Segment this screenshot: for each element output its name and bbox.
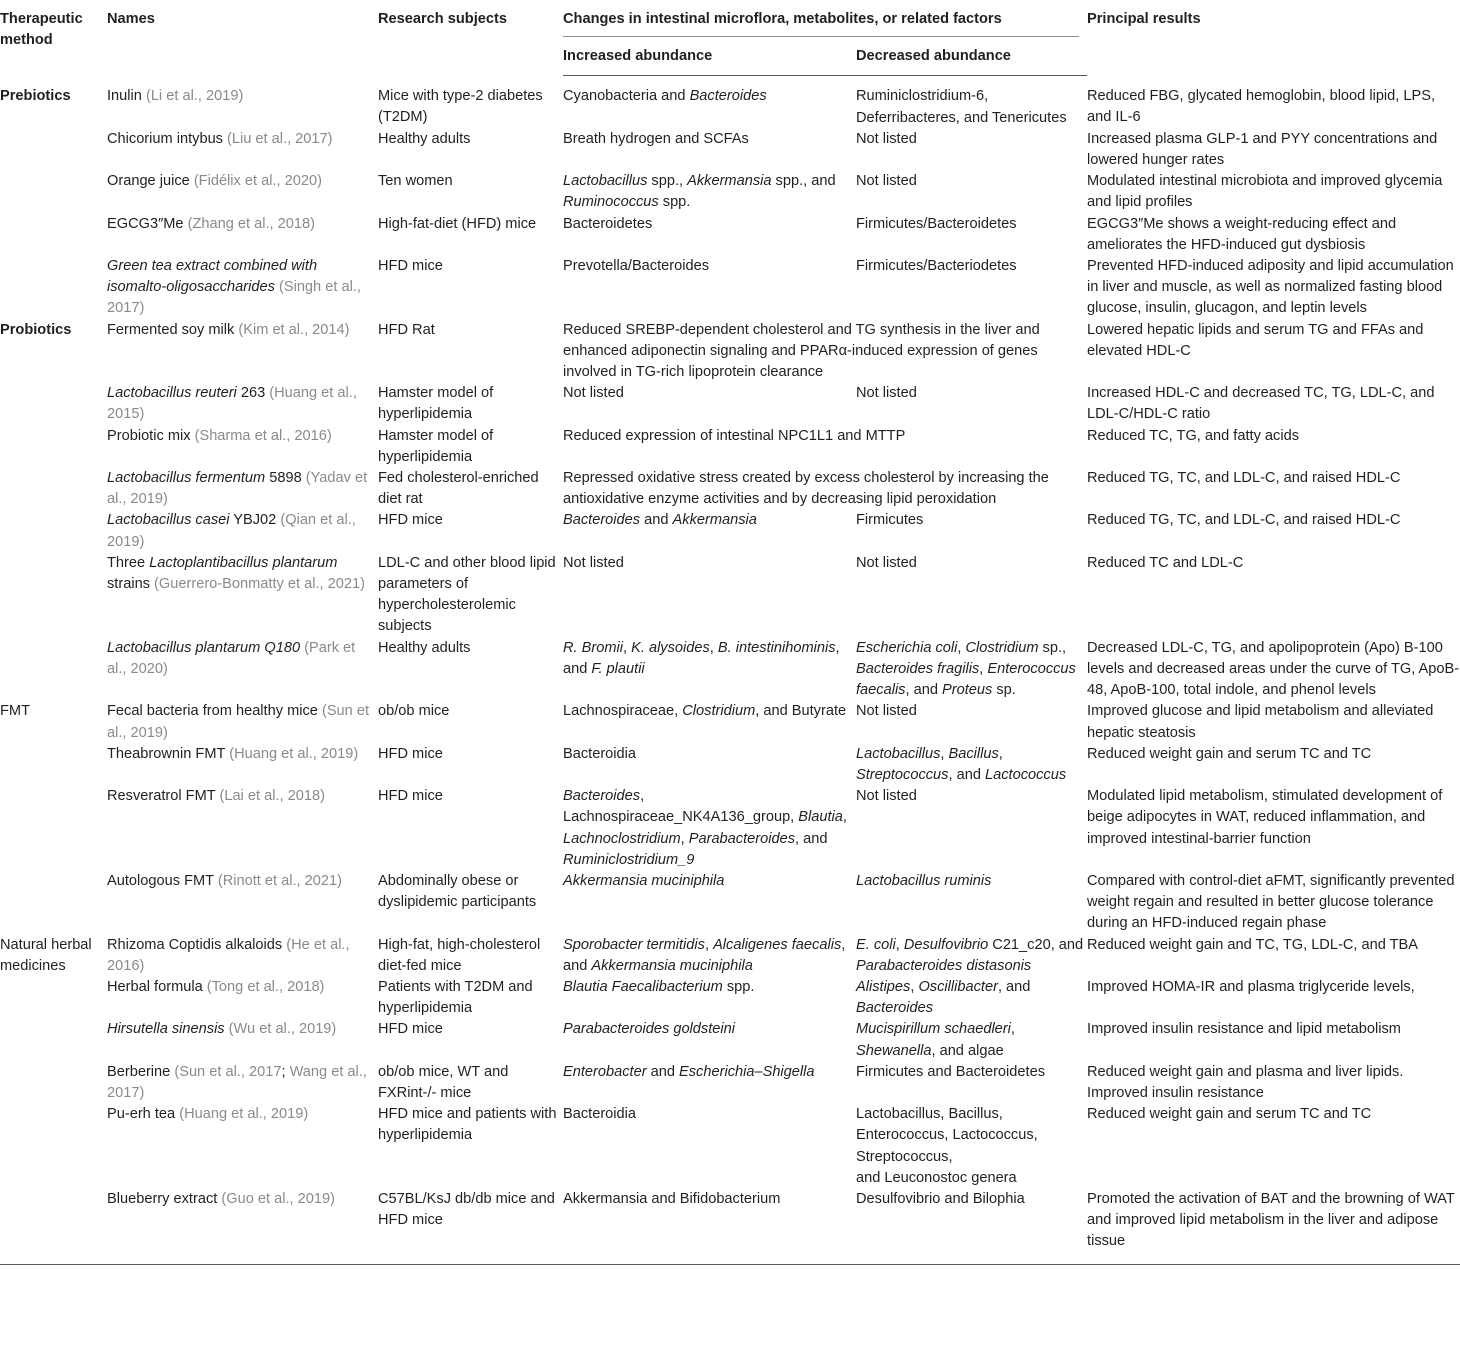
group-empty — [0, 256, 107, 320]
increased-text: and — [646, 1063, 680, 1080]
name: Rhizoma Coptidis alkaloids — [107, 936, 283, 953]
citation-link[interactable]: (Li et al., 2019) — [145, 87, 244, 104]
group-empty — [0, 553, 107, 638]
result-cell: Reduced TG, TC, and LDL-C, and raised HDL-C — [1087, 512, 1401, 529]
increased-cell: Bacteroidia — [563, 1106, 637, 1123]
result-cell: Reduced FBG, glycated hemoglobin, blood lipid, LPS, and IL-6 — [1087, 87, 1436, 126]
group-empty — [0, 871, 107, 935]
name: Lactoplantibacillus plantarum — [149, 554, 338, 571]
table-body — [0, 76, 1460, 1264]
increased-cell — [563, 638, 856, 702]
citation-link[interactable]: (Sun et al., 2019) — [107, 703, 370, 741]
result-cell: Increased HDL-C and decreased TC, TG, LDL-C, and LDL-C/HDL-C ratio — [1087, 385, 1435, 423]
decreased-taxon: E. coli — [856, 936, 896, 953]
decreased-text: , — [998, 745, 1003, 762]
increased-taxon: Akkermansia muciniphila — [591, 957, 753, 974]
name: Herbal formula — [107, 978, 203, 995]
decreased-cell — [856, 977, 1087, 1019]
citation-link[interactable]: (Liu et al., 2017) — [227, 130, 333, 147]
increased-text: , — [842, 809, 847, 826]
subject-cell: C57BL/KsJ db/db mice and HFD mice — [378, 1189, 563, 1264]
increased-text: spp., — [647, 173, 688, 190]
decreased-cell — [856, 935, 1087, 977]
increased-taxon: K. alysoides — [631, 639, 710, 656]
table-row — [0, 510, 1460, 552]
subject-cell: HFD mice and patients with hyperlipidemia — [378, 1106, 557, 1144]
name: Lactobacillus plantarum Q180 — [107, 639, 301, 656]
header-names: Names — [107, 11, 155, 27]
subject-cell: Hamster model of hyperlipidemia — [378, 427, 494, 465]
decreased-text: , — [1010, 1021, 1015, 1038]
citation-link[interactable]: (Kim et al., 2014) — [238, 321, 350, 338]
name-cell — [107, 1019, 378, 1061]
citation-link[interactable]: (Huang et al., 2019) — [179, 1106, 309, 1123]
name-cell — [107, 935, 378, 977]
increased-taxon: Ruminiclostridium_9 — [563, 851, 695, 868]
increased-taxon: Blautia Faecalibacterium — [563, 978, 723, 995]
decreased-cell: Firmicutes/Bacteroidetes — [856, 215, 1017, 232]
result-cell: Reduced weight gain and serum TC and TC — [1087, 745, 1372, 762]
group-probiotics: Probiotics — [0, 321, 72, 338]
increased-taxon: B. intestinihominis — [717, 639, 836, 656]
table-row — [0, 977, 1460, 1019]
citation-link[interactable]: (Zhang et al., 2018) — [187, 215, 315, 232]
increased-taxon: Alcaligenes faecalis — [713, 936, 842, 953]
table-row — [0, 171, 1460, 213]
name-cell — [107, 1189, 378, 1264]
increased-cell — [563, 1062, 856, 1104]
name: Theabrownin FMT — [107, 745, 226, 762]
decreased-text: , and algae — [931, 1042, 1004, 1059]
result-cell: Reduced TG, TC, and LDL-C, and raised HDL-C — [1087, 470, 1401, 487]
increased-cell: Akkermansia and Bifidobacterium — [563, 1189, 856, 1264]
table-row — [0, 129, 1460, 171]
increased-taxon: Akkermansia — [687, 173, 772, 190]
name: Lactobacillus reuteri — [107, 385, 237, 402]
subject-cell: LDL-C and other blood lipid parameters of hypercholesterolemic subjects — [378, 554, 556, 635]
name-cell — [107, 76, 378, 129]
decreased-cell: Ruminiclostridium-6, Deferribacteres, and Tenericutes — [856, 88, 1067, 126]
result-cell: Lowered hepatic lipids and serum TG and FFAs and elevated HDL-C — [1087, 321, 1424, 359]
group-empty — [0, 468, 107, 510]
increased-taxon: Lactobacillus — [563, 173, 648, 190]
subject-cell: Hamster model of hyperlipidemia — [378, 385, 494, 423]
increased-taxon: Escherichia–Shigella — [679, 1063, 815, 1080]
citation-link[interactable]: (Huang et al., 2015) — [107, 385, 357, 423]
subject-cell: HFD mice — [378, 512, 443, 529]
result-cell: Improved HOMA-IR and plasma triglyceride levels, — [1087, 978, 1415, 995]
increased-text: and — [640, 512, 673, 529]
increased-text: spp. — [722, 978, 755, 995]
citation-link[interactable]: (Fidélix et al., 2020) — [193, 173, 322, 190]
decreased-taxon: Shewanella — [856, 1042, 932, 1059]
increased-taxon: Bacteroides — [563, 788, 641, 805]
group-empty — [0, 171, 107, 213]
result-cell: Reduced TC and LDL-C — [1087, 554, 1244, 571]
name: Fermented soy milk — [107, 321, 235, 338]
decreased-taxon: Bacteroides fragilis — [856, 660, 980, 677]
header-decreased: Decreased abundance — [856, 44, 1087, 76]
citation-link[interactable]: (He et al., 2016) — [107, 936, 350, 974]
increased-text: , — [704, 936, 714, 953]
group-empty — [0, 744, 107, 786]
header-therapeutic-method: Therapeutic method — [0, 11, 83, 49]
header-principal-results: Principal results — [1087, 11, 1201, 27]
name-cell — [107, 383, 378, 425]
decreased-text: , — [957, 639, 966, 656]
table-row — [0, 1189, 1460, 1264]
increased-taxon: Blautia — [798, 809, 843, 826]
increased-cell — [563, 171, 856, 213]
decreased-cell: Not listed — [856, 703, 917, 720]
decreased-taxon: Bacteroides — [856, 1000, 934, 1017]
result-cell: Decreased LDL-C, TG, and apolipoprotein (Apo) B-100 levels and decreased areas under the curve of TG, ApoB-48, ApoB-100, total indole, and phenol levels — [1087, 639, 1460, 699]
decreased-cell: Not listed — [856, 788, 917, 805]
decreased-cell: Not listed — [856, 173, 917, 190]
group-empty — [0, 977, 107, 1019]
name: Lactobacillus casei — [107, 512, 230, 529]
decreased-text: , and — [948, 766, 985, 783]
increased-text: , and Butyrate — [755, 703, 847, 720]
name: Pu-erh tea — [107, 1106, 176, 1123]
name: Resveratrol FMT — [107, 788, 216, 805]
subject-cell: ob/ob mice — [378, 703, 450, 720]
increased-cell: Bacteroidia — [563, 745, 637, 762]
header-research-subjects: Research subjects — [378, 11, 507, 27]
name-cell — [107, 129, 378, 171]
name-cell — [107, 638, 378, 702]
increased-text: spp. — [658, 194, 691, 211]
citation-link[interactable]: (Guerrero-Bonmatty et al., 2021) — [154, 576, 365, 593]
table-row — [0, 468, 1460, 510]
decreased-taxon: Desulfovibrio — [903, 936, 989, 953]
result-cell: Reduced TC, TG, and fatty acids — [1087, 427, 1300, 444]
subject-cell: High-fat-diet (HFD) mice — [378, 215, 537, 232]
table-row — [0, 383, 1460, 425]
citation-link[interactable]: (Tong et al., 2018) — [206, 978, 325, 995]
header-changes — [563, 0, 1087, 44]
decreased-text: sp., — [1038, 639, 1067, 656]
subject-cell: Ten women — [378, 173, 453, 190]
increased-cell — [563, 786, 856, 871]
table-row — [0, 214, 1460, 256]
name-cell — [107, 1104, 378, 1189]
increased-cell — [563, 977, 856, 1019]
decreased-cell: Not listed — [856, 554, 917, 571]
citation-link[interactable]: (Park et al., 2020) — [107, 639, 356, 677]
group-empty — [0, 638, 107, 702]
subject-cell: HFD Rat — [378, 321, 435, 338]
increased-taxon: F. plautii — [591, 660, 645, 677]
increased-text: spp., and — [771, 173, 836, 190]
increased-text: , and — [563, 639, 840, 677]
name: Inulin — [107, 87, 142, 104]
subject-cell: HFD mice — [378, 745, 443, 762]
subject-cell: HFD mice — [378, 258, 443, 275]
citation-link[interactable]: Wang et al., 2017) — [107, 1063, 367, 1101]
name: EGCG3″Me — [107, 215, 184, 232]
decreased-taxon: Streptococcus — [856, 766, 949, 783]
increased-taxon: Clostridium — [682, 703, 756, 720]
table-row — [0, 744, 1460, 786]
name: Hirsutella sinensis — [107, 1021, 225, 1038]
name: Probiotic mix — [107, 427, 191, 444]
table-row — [0, 1062, 1460, 1104]
table-row — [0, 1019, 1460, 1061]
increased-text: , — [623, 639, 632, 656]
name-cell — [107, 426, 378, 468]
merged-change-cell: Reduced expression of intestinal NPC1L1 and MTTP — [563, 427, 906, 444]
name: Lactobacillus fermentum — [107, 470, 266, 487]
name-suffix: strains — [107, 576, 150, 593]
decreased-cell — [856, 638, 1087, 702]
name-prefix: Three — [107, 554, 150, 571]
decreased-text: C21_c20, and — [988, 936, 1084, 953]
increased-cell — [563, 701, 856, 743]
name-suffix: 5898 — [265, 470, 302, 487]
name: Green tea extract combined with isomalto-oligosaccharides — [107, 258, 318, 296]
name-cell — [107, 320, 378, 384]
result-cell: Improved insulin resistance and lipid metabolism — [1087, 1021, 1401, 1038]
name: Fecal bacteria from healthy mice — [107, 703, 318, 720]
subject-cell: HFD mice — [378, 788, 443, 805]
decreased-text: , and — [905, 682, 942, 699]
table-row — [0, 638, 1460, 702]
subject-cell: Abdominally obese or dyslipidemic participants — [378, 872, 537, 911]
subject-cell: Healthy adults — [378, 130, 471, 147]
name-cell — [107, 256, 378, 320]
citation-link[interactable]: (Yadav et al., 2019) — [107, 470, 368, 508]
increased-text: , — [709, 639, 718, 656]
result-cell: Reduced weight gain and plasma and liver lipids. Improved insulin resistance — [1087, 1063, 1404, 1101]
increased-cell: Akkermansia muciniphila — [563, 872, 725, 889]
header-increased: Increased abundance — [563, 44, 856, 76]
increased-taxon: Parabacteroides — [688, 830, 796, 847]
citation-link[interactable]: (Wu et al., 2019) — [228, 1021, 337, 1038]
table-row — [0, 76, 1460, 129]
decreased-text: , — [910, 978, 919, 995]
decreased-taxon: Lactococcus — [985, 766, 1067, 783]
decreased-cell: Not listed — [856, 130, 917, 147]
group-fmt: FMT — [0, 703, 30, 720]
name: Chicorium intybus — [107, 130, 223, 147]
result-cell: Improved glucose and lipid metabolism and alleviated hepatic steatosis — [1087, 703, 1434, 741]
group-empty — [0, 129, 107, 171]
increased-cell: Not listed — [563, 385, 624, 402]
subject-cell: Fed cholesterol-enriched diet rat — [378, 470, 539, 508]
name-suffix: YBJ02 — [229, 512, 277, 529]
increased-taxon: Bacteroides — [689, 88, 767, 105]
increased-taxon: Ruminococcus — [563, 194, 659, 211]
decreased-cell — [856, 1104, 1087, 1189]
merged-change-cell: Reduced SREBP-dependent cholesterol and TG synthesis in the liver and enhanced adiponectin signaling and PPARα-induced expression of genes involved in TG-rich lipoprotein clearance — [563, 321, 1040, 381]
name: Blueberry extract — [107, 1190, 218, 1207]
result-cell: Promoted the activation of BAT and the browning of WAT and improved lipid metabolism in the liver and adipose tissue — [1087, 1189, 1460, 1264]
name-cell — [107, 1062, 378, 1104]
increased-cell — [563, 935, 856, 977]
increased-text: , — [680, 830, 689, 847]
name-cell — [107, 214, 378, 256]
name-cell — [107, 468, 378, 510]
name-cell — [107, 510, 378, 552]
name-cell — [107, 744, 378, 786]
increased-cell: Prevotella/Bacteroides — [563, 258, 710, 275]
increased-cell: Bacteroidetes — [563, 215, 653, 232]
decreased-cell: Firmicutes and Bacteroidetes — [856, 1063, 1045, 1080]
increased-cell — [563, 76, 856, 129]
table-row — [0, 553, 1460, 638]
table-row — [0, 786, 1460, 871]
increased-text: Cyanobacteria and — [563, 88, 690, 105]
result-cell: Modulated intestinal microbiota and improved glycemia and lipid profiles — [1087, 173, 1443, 211]
group-empty — [0, 786, 107, 871]
group-empty — [0, 1104, 107, 1189]
increased-cell: Breath hydrogen and SCFAs — [563, 130, 749, 147]
result-cell: Prevented HFD-induced adiposity and lipid accumulation in liver and muscle, as well as normalized fasting blood glucose, insulin, glucagon, and leptin levels — [1087, 258, 1454, 317]
decreased-cell: Not listed — [856, 385, 917, 402]
table-row — [0, 871, 1460, 935]
result-cell: Reduced weight gain and serum TC and TC — [1087, 1106, 1372, 1123]
decreased-cell — [856, 1019, 1087, 1061]
decreased-cell: Firmicutes/Bacteriodetes — [856, 258, 1017, 275]
name: Berberine — [107, 1063, 171, 1080]
increased-cell: Not listed — [563, 554, 624, 571]
citation-link[interactable]: (Sun et al., 2017 — [174, 1063, 282, 1080]
increased-cell: Parabacteroides goldsteini — [563, 1021, 735, 1038]
decreased-taxon: Proteus — [942, 682, 993, 699]
decreased-cell: Firmicutes — [856, 512, 924, 529]
citation-link[interactable]: (Rinott et al., 2021) — [217, 872, 342, 889]
decreased-taxon: Parabacteroides distasonis — [856, 957, 1032, 974]
increased-cell — [563, 510, 856, 552]
decreased-text: and Leuconostoc genera — [856, 1169, 1017, 1186]
subject-cell: Patients with T2DM and hyperlipidemia — [378, 978, 533, 1017]
subject-cell: ob/ob mice, WT and FXRint-/- mice — [378, 1063, 509, 1101]
name-cell — [107, 553, 378, 638]
increased-taxon: Bacteroides — [563, 512, 641, 529]
citation-separator: ; — [281, 1063, 290, 1080]
name-suffix: 263 — [236, 385, 266, 402]
result-cell: EGCG3″Me shows a weight-reducing effect and ameliorates the HFD-induced gut dysbiosis — [1087, 215, 1397, 253]
group-empty — [0, 1189, 107, 1264]
table-row — [0, 935, 1460, 977]
decreased-text: , — [895, 936, 904, 953]
increased-taxon: Akkermansia — [672, 512, 757, 529]
decreased-cell — [856, 744, 1087, 786]
table-row — [0, 320, 1460, 384]
group-empty — [0, 1019, 107, 1061]
increased-taxon: Lachnoclostridium — [563, 830, 681, 847]
citation-link[interactable]: (Guo et al., 2019) — [221, 1190, 335, 1207]
subject-cell: Healthy adults — [378, 639, 471, 656]
decreased-cell: Lactobacillus ruminis — [856, 872, 992, 889]
result-cell: Modulated lipid metabolism, stimulated development of beige adipocytes in WAT, reduced inflammation, and improved intestinal-barrier function — [1087, 788, 1443, 847]
decreased-text: , and — [997, 978, 1031, 995]
name-cell — [107, 786, 378, 871]
citation-link[interactable]: (Lai et al., 2018) — [219, 788, 325, 805]
result-cell: Increased plasma GLP-1 and PYY concentrations and lowered hunger rates — [1087, 130, 1438, 169]
subject-cell: HFD mice — [378, 1021, 443, 1038]
group-empty — [0, 214, 107, 256]
decreased-taxon: Lactobacillus — [856, 745, 941, 762]
citation-link[interactable]: (Huang et al., 2019) — [229, 745, 359, 762]
group-empty — [0, 383, 107, 425]
decreased-taxon: Clostridium — [965, 639, 1039, 656]
decreased-taxon: Enterococcus faecalis — [856, 660, 1076, 699]
name-cell — [107, 977, 378, 1019]
increased-text: , and — [795, 830, 828, 847]
decreased-text: , — [940, 745, 949, 762]
merged-change-cell: Repressed oxidative stress created by excess cholesterol by increasing the antioxidative enzyme activities and by decreasing lipid peroxidation — [563, 470, 1049, 508]
group-empty — [0, 510, 107, 552]
table-row — [0, 1104, 1460, 1189]
table-row — [0, 701, 1460, 743]
result-cell: Reduced weight gain and TC, TG, LDL-C, and TBA — [1087, 936, 1418, 953]
subject-cell: Mice with type-2 diabetes (T2DM) — [378, 87, 543, 126]
citation-link[interactable]: (Qian et al., 2019) — [107, 512, 356, 550]
group-empty — [0, 1062, 107, 1104]
table-row — [0, 256, 1460, 320]
header-changes-label: Changes in intestinal microflora, metabolites, or related factors — [563, 9, 1079, 37]
decreased-taxon: Mucispirillum schaedleri — [856, 1021, 1011, 1038]
increased-taxon: R. Bromii — [563, 639, 623, 656]
decreased-text: sp. — [992, 682, 1016, 699]
decreased-cell: Desulfovibrio and Bilophia — [856, 1189, 1087, 1264]
citation-link[interactable]: (Sharma et al., 2016) — [194, 427, 332, 444]
name: Orange juice — [107, 173, 190, 190]
group-herbal: Natural herbal medicines — [0, 936, 92, 974]
decreased-taxon: Bacillus — [948, 745, 999, 762]
increased-taxon: Sporobacter termitidis — [563, 936, 705, 953]
decreased-text: Lactobacillus, Bacillus, Enterococcus, Lactococcus, Streptococcus, — [856, 1106, 1038, 1165]
increased-text: , and — [563, 936, 846, 974]
decreased-taxon: Alistipes — [856, 978, 911, 995]
subject-cell: High-fat, high-cholesterol diet-fed mice — [378, 936, 541, 974]
table-header — [0, 0, 1460, 76]
group-empty — [0, 426, 107, 468]
name: Autologous FMT — [107, 872, 214, 889]
increased-text: Lachnospiraceae, — [563, 703, 683, 720]
citation-link[interactable]: (Singh et al., 2017) — [107, 279, 361, 317]
result-cell: Compared with control-diet aFMT, significantly prevented weight regain and resulted in better glucose tolerance during an HFD-induced regain phase — [1087, 872, 1455, 932]
increased-text: , Lachnospiraceae_NK4A136_group, — [563, 788, 799, 826]
increased-taxon: Enterobacter — [563, 1063, 647, 1080]
name-cell — [107, 701, 378, 743]
group-prebiotics: Prebiotics — [0, 87, 71, 104]
table-row — [0, 426, 1460, 468]
decreased-taxon: Escherichia coli — [856, 639, 958, 656]
decreased-text: , — [979, 660, 988, 677]
decreased-taxon: Oscillibacter — [918, 978, 998, 995]
name-cell — [107, 871, 378, 935]
name-cell — [107, 171, 378, 213]
